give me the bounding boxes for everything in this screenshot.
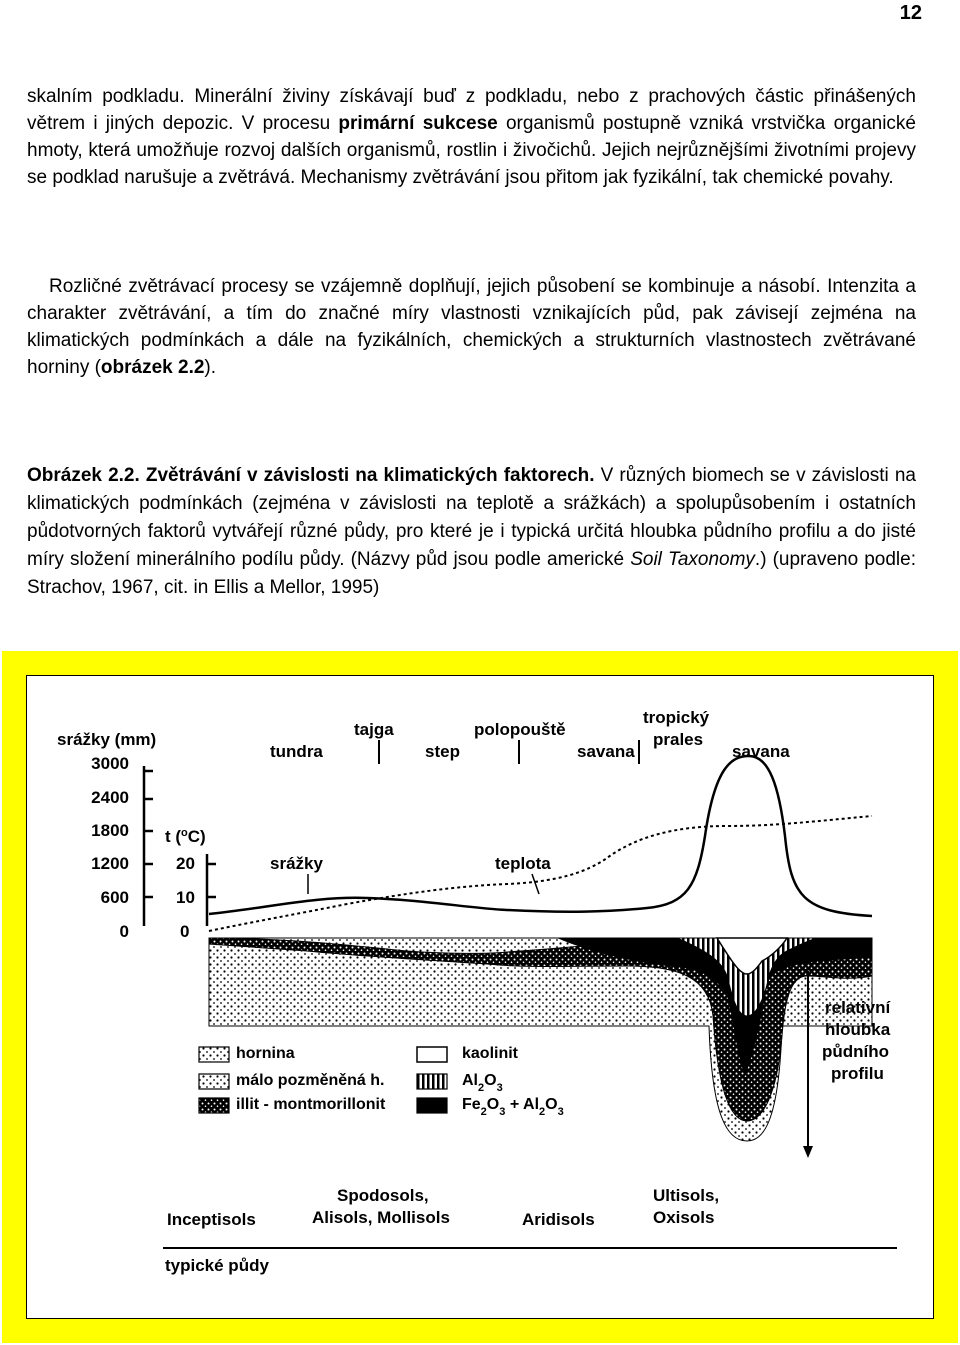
- legend-swatch-al2o3: [417, 1074, 447, 1089]
- legend-swatch-malo: [199, 1074, 229, 1089]
- legend-illit: illit - montmorillonit: [236, 1096, 386, 1113]
- depth-label-line: půdního: [822, 1042, 890, 1061]
- precip-tick-label: 3000: [91, 754, 129, 773]
- legend-swatch-kaolinit: [417, 1047, 447, 1062]
- biome-savana-left: savana: [577, 742, 635, 761]
- figure-frame: [2, 651, 958, 1343]
- page-number: 12: [899, 2, 922, 24]
- soil-ultisols-line1: Ultisols,: [653, 1186, 720, 1205]
- label-pointer: [532, 874, 539, 894]
- depth-label-line: profilu: [831, 1064, 884, 1083]
- precip-tick-label: 0: [119, 922, 129, 941]
- soil-spodosols-line2: Alisols, Mollisols: [312, 1208, 450, 1227]
- precip-tick-label: 1200: [91, 854, 129, 873]
- temp-tick-label: 10: [176, 888, 195, 907]
- biome-tajga: tajga: [354, 720, 394, 739]
- legend-hornina: hornina: [236, 1045, 295, 1062]
- temp-curve: [209, 816, 872, 931]
- legend-al2o3: $Al_2O_3$: [462, 1072, 503, 1094]
- weathering-diagram: [27, 676, 935, 1320]
- depth-label-line: hloubka: [825, 1020, 891, 1039]
- soil-ultisols-line2: Oxisols: [653, 1208, 715, 1227]
- legend-swatch-fe-al: [417, 1098, 447, 1113]
- paragraph-1: skalním podkladu. Minerální živiny získávají buď z podkladu, nebo z prachových částic přinášených větrem i jiných depozic. V procesu primární sukcese organismů postupně vzniká vrstvička organické hmoty, která umožňuje rozvoj dalších organismů, rostlin i živočichů. Jejich nejrůznějšími životními projevy se podklad narušuje a zvětrává. Mechanismy zvětrávání jsou přitom jak fyzikální, tak chemické povahy.: [27, 86, 916, 188]
- precip-axis-title: srážky (mm): [57, 730, 157, 749]
- figure-caption: Obrázek 2.2. Zvětrávání v závislosti na klimatických faktorech. V různých biomech se v závislosti na klimatických podmínkách (zejména v závislosti na teplotě a srážkách) a spolupůsobením i ostatních půdotvorných faktorů vytvářejí různé půdy, pro které je i typická určitá hloubka půdního profilu a do jisté míry složení minerálního podílu půdy. (Názvy půd jsou podle americké Soil Taxonomy.) (upraveno podle: Strachov, 1967, cit. in Ellis a Mellor, 1995): [27, 465, 916, 598]
- precip-tick-label: 600: [100, 888, 129, 907]
- legend-fe-al: $Fe_2O_3 + Al_2O_3$: [462, 1096, 564, 1118]
- soil-inceptisols: Inceptisols: [167, 1210, 256, 1229]
- figure-panel: [26, 675, 934, 1319]
- biome-prales-line1: tropický: [643, 708, 710, 727]
- soil-aridisols: Aridisols: [522, 1210, 595, 1229]
- legend-swatch-hornina: [199, 1047, 229, 1062]
- biome-prales-line2: prales: [653, 730, 704, 749]
- temp-tick-label: 20: [176, 854, 195, 873]
- biome-savana-right: savana: [732, 742, 790, 761]
- legend-swatch-illit: [199, 1098, 229, 1113]
- precip-tick-label: 2400: [91, 788, 129, 807]
- legend-kaolinit: kaolinit: [462, 1045, 519, 1062]
- soil-spodosols-line1: Spodosols,: [337, 1186, 429, 1205]
- legend-malo: málo pozměněná h.: [236, 1072, 385, 1089]
- temp-curve-label: teplota: [495, 854, 551, 873]
- biome-step: step: [425, 742, 460, 761]
- temp-tick-label: 0: [180, 922, 190, 941]
- precip-tick-label: 1800: [91, 821, 129, 840]
- paragraph-2: Rozličné zvětrávací procesy se vzájemně doplňují, jejich působení se kombinuje a násobí. Intenzita a charakter zvětrávání, a tím do značné míry vlastnosti vznikajících půd, pak závisejí zejména na klimatických podmínkách a dále na fyzikálních, chemických a strukturních vlastnostech zvětrávané horniny (obrázek 2.2).: [27, 276, 916, 378]
- precip-curve-label: srážky: [270, 854, 323, 873]
- biome-tundra: tundra: [270, 742, 323, 761]
- temp-axis-title: t ($^o$C): [165, 827, 206, 846]
- typical-soils-label: typické půdy: [165, 1256, 269, 1275]
- biome-polopoust: polopouště: [474, 720, 566, 739]
- depth-label-line: relativní: [825, 998, 891, 1017]
- depth-arrow-head: [803, 1146, 813, 1158]
